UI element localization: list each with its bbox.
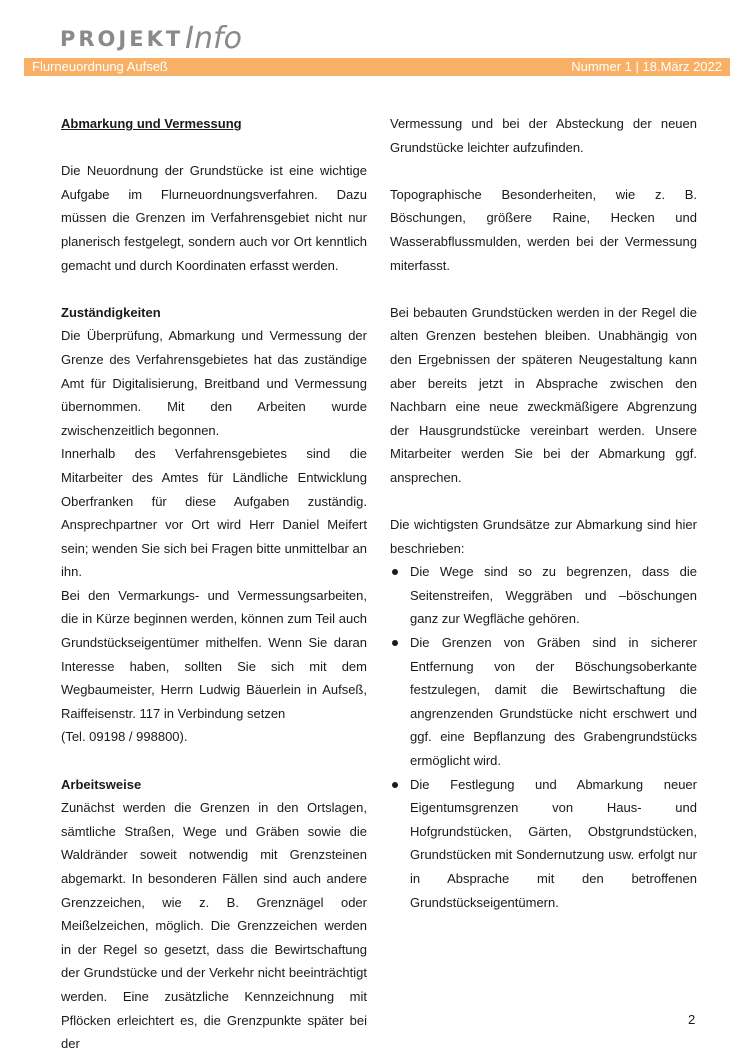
header-bar	[24, 58, 730, 76]
paragraph-arbeitsweise: Zunächst werden die Grenzen in den Ortslagen, sämtliche Straßen, Wege und Gräben sowie die Waldränder soweit notwendig mit Grenzsteinen abgemarkt. In besonderen Fällen sind auch andere Grenzzeichen, wie z. B. Grenznägel oder Meißelzeichen, möglich. Die Grenzzeichen werden in der Regel so gesetzt, dass die Bewirtschaftung der Grundstücke und der Verkehr nicht beeinträchtigt werden. Eine zusätzliche Kennzeichnung mit Pflöcken erleichtert es, die Grenzpunkte später bei der	[61, 800, 367, 1052]
section-heading-abmarkung: Abmarkung und Vermessung	[61, 116, 242, 131]
paragraph-zustaendigkeiten-3: Bei den Vermarkungs- und Vermessungsarbeiten, die in Kürze beginnen werden, können zum Teil auch Grundstückseigentümer mithelfen. Wenn Sie daran Interesse haben, sollten Sie sich mit dem Wegbaumeister, Herrn Ludwig Bäuerlein in Aufseß, Raiffeisenstr. 117 in Verbindung setzen	[61, 587, 367, 721]
paragraph-bebaute-grundstuecke: Bei bebauten Grundstücken werden in der Regel die alten Grenzen bestehen bleiben. Unabhängig von den Ergebnissen der späteren Neugestaltung kann aber bereits jetzt in Absprache zwischen den Nachbarn eine neue zweckmäßigere Abgrenzung der Hausgrundstücke vereinbart werden. Unsere Mitarbeiter werden Sie bei der Abmarkung ggf. ansprechen.	[390, 304, 697, 485]
list-item: Die Wege sind so zu begrenzen, dass die Seitenstreifen, Weggräben und –böschungen ganz zur Wegfläche gehören.	[390, 560, 697, 631]
section-heading-arbeitsweise: Arbeitsweise	[61, 776, 142, 792]
brand-logo	[60, 18, 242, 54]
issue-info: Nummer 1 | 18.März 2022	[571, 59, 722, 74]
brand-script: Info	[185, 21, 242, 56]
paragraph-zustaendigkeiten-1: Die Überprüfung, Abmarkung und Vermessung der Grenze des Verfahrensgebietes hat das zuständige Amt für Digitalisierung, Breitband und Vermessung übernommen. Mit den Arbeiten wurde zwischenzeitlich begonnen.	[61, 328, 367, 438]
paragraph-topographie: Topographische Besonderheiten, wie z. B. Böschungen, größere Raine, Hecken und Wasserabflussmulden, werden bei der Vermessung miterfasst.	[390, 186, 697, 273]
right-column	[390, 112, 697, 914]
paragraph-zustaendigkeiten-2: Innerhalb des Verfahrensgebietes sind die Mitarbeiter des Amtes für Ländliche Entwicklung Oberfranken für diese Aufgaben zuständig. Ansprechpartner vor Ort wird Herr Daniel Meifert sein; wenden Sie sich bei Fragen bitte unmittelbar an ihn.	[61, 446, 367, 580]
project-name: Flurneuordnung Aufseß	[32, 59, 168, 74]
left-column	[61, 112, 367, 1056]
page-number: 2	[688, 1012, 696, 1027]
list-item: Die Grenzen von Gräben sind in sicherer Entfernung von der Böschungsoberkante festzulegen, damit die Bewirtschaftung die angrenzenden Grundstücke nicht erschwert und ggf. eine Bepflanzung des Grabengrundstücks ermöglicht wird.	[390, 631, 697, 773]
section-heading-zustaendigkeiten: Zuständigkeiten	[61, 304, 161, 320]
principles-list	[390, 560, 697, 914]
paragraph-grundsaetze: Die wichtigsten Grundsätze zur Abmarkung sind hier beschrieben:	[390, 517, 697, 556]
paragraph-continued: Vermessung und bei der Absteckung der neuen Grundstücke leichter aufzufinden.	[390, 116, 697, 155]
paragraph-intro: Die Neuordnung der Grundstücke ist eine wichtige Aufgabe im Flurneuordnungsverfahren. Dazu müssen die Grenzen im Verfahrensgebiet nicht nur planerisch festgelegt, sondern auch vor Ort kenntlich gemacht und durch Koordinaten erfasst werden.	[61, 163, 367, 273]
paragraph-telephone: (Tel. 09198 / 998800).	[61, 729, 188, 745]
brand-word: PROJEKT	[60, 27, 184, 51]
list-item: Die Festlegung und Abmarkung neuer Eigentumsgrenzen von Haus- und Hofgrundstücken, Gärten, Obstgrundstücken, Grundstücken mit Sondernutzung usw. erfolgt nur in Absprache mit den betroffenen Grundstückseigentümern.	[390, 773, 697, 915]
